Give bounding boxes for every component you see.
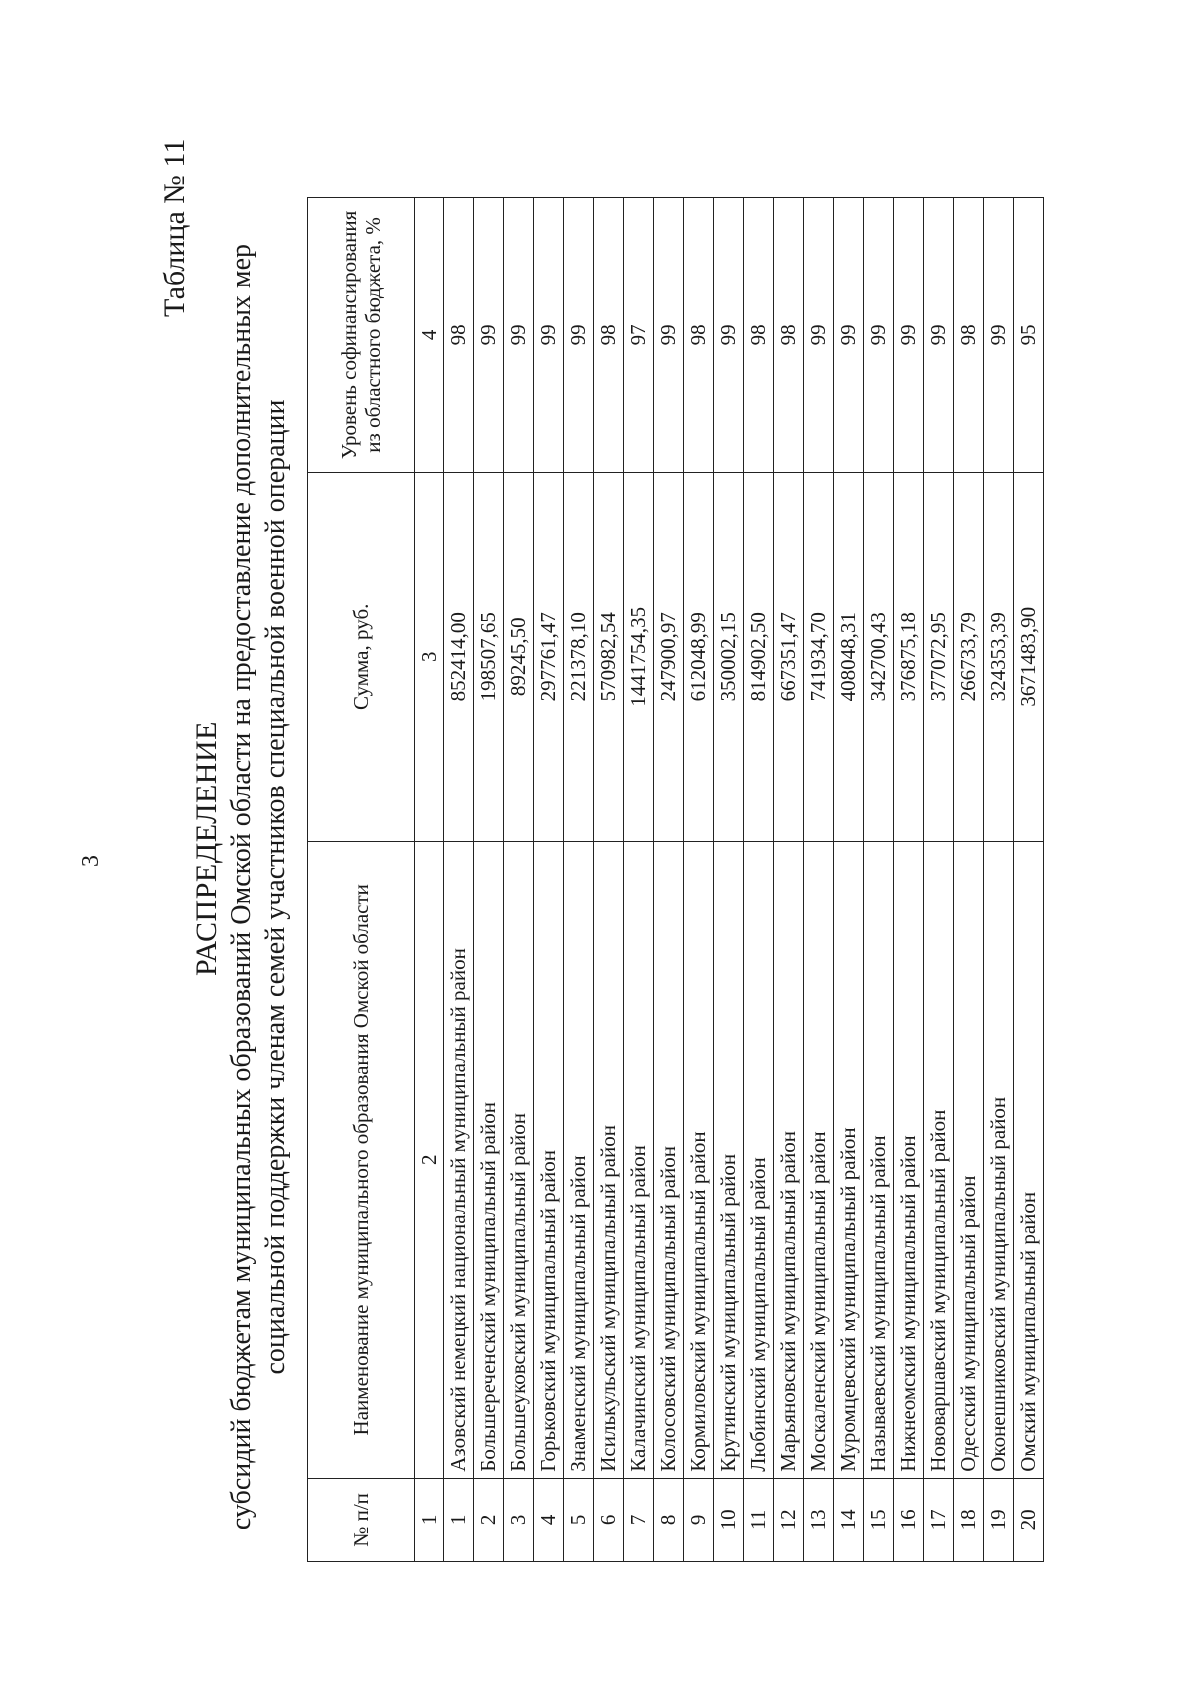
subtitle-line-2: социальной поддержки членам семей участников специальной военной операции — [260, 399, 291, 1375]
table-row — [894, 198, 924, 1562]
row-level: 98 — [774, 198, 804, 473]
row-name: Любинский муниципальный район — [744, 841, 774, 1478]
row-number: 13 — [804, 1478, 834, 1561]
row-sum: 852414,00 — [444, 472, 474, 841]
row-number: 19 — [984, 1478, 1014, 1561]
row-level: 99 — [984, 198, 1014, 473]
row-level: 99 — [864, 198, 894, 473]
row-sum: 408048,31 — [834, 472, 864, 841]
row-name: Большереченский муниципальный район — [474, 841, 504, 1478]
row-sum: 3671483,90 — [1014, 472, 1044, 841]
row-level: 99 — [834, 198, 864, 473]
table-row — [594, 198, 624, 1562]
row-name: Оконешниковский муниципальный район — [984, 841, 1014, 1478]
row-name: Исилькульский муниципальный район — [594, 841, 624, 1478]
table-row — [564, 198, 594, 1562]
row-name: Муромцевский муниципальный район — [834, 841, 864, 1478]
row-level: 97 — [624, 198, 654, 473]
column-number: 4 — [415, 198, 444, 473]
row-level: 99 — [564, 198, 594, 473]
row-number: 15 — [864, 1478, 894, 1561]
row-level: 99 — [924, 198, 954, 473]
row-name: Нововаршавский муниципальный район — [924, 841, 954, 1478]
row-level: 99 — [504, 198, 534, 473]
row-number: 12 — [774, 1478, 804, 1561]
row-name: Москаленский муниципальный район — [804, 841, 834, 1478]
row-name: Кормиловский муниципальный район — [684, 841, 714, 1478]
row-sum: 612048,99 — [684, 472, 714, 841]
row-name: Знаменский муниципальный район — [564, 841, 594, 1478]
row-sum: 89245,50 — [504, 472, 534, 841]
table-row — [924, 198, 954, 1562]
row-sum: 342700,43 — [864, 472, 894, 841]
table-row — [624, 198, 654, 1562]
row-number: 18 — [954, 1478, 984, 1561]
row-level: 95 — [1014, 198, 1044, 473]
table-row — [504, 198, 534, 1562]
table-row — [534, 198, 564, 1562]
row-sum: 377072,95 — [924, 472, 954, 841]
row-number: 10 — [714, 1478, 744, 1561]
row-sum: 266733,79 — [954, 472, 984, 841]
row-number: 9 — [684, 1478, 714, 1561]
row-number: 2 — [474, 1478, 504, 1561]
column-number: 1 — [415, 1478, 444, 1561]
document-title: РАСПРЕДЕЛЕНИЕ — [190, 721, 223, 976]
table-row — [774, 198, 804, 1562]
row-level: 98 — [444, 198, 474, 473]
distribution-table — [307, 197, 1044, 1562]
page-number: 3 — [78, 855, 104, 867]
row-level: 99 — [894, 198, 924, 473]
table-row — [744, 198, 774, 1562]
row-level: 99 — [804, 198, 834, 473]
column-number-row — [415, 198, 444, 1562]
row-level: 98 — [744, 198, 774, 473]
row-level: 98 — [684, 198, 714, 473]
header-sum: Сумма, руб. — [308, 472, 415, 841]
row-name: Крутинский муниципальный район — [714, 841, 744, 1478]
header-no: № п/п — [308, 1478, 415, 1561]
row-sum: 667351,47 — [774, 472, 804, 841]
row-level: 99 — [714, 198, 744, 473]
row-level: 99 — [474, 198, 504, 473]
row-name: Калачинский муниципальный район — [624, 841, 654, 1478]
row-name: Марьяновский муниципальный район — [774, 841, 804, 1478]
row-sum: 376875,18 — [894, 472, 924, 841]
row-number: 20 — [1014, 1478, 1044, 1561]
row-level: 99 — [534, 198, 564, 473]
table-row — [1014, 198, 1044, 1562]
row-number: 16 — [894, 1478, 924, 1561]
row-number: 3 — [504, 1478, 534, 1561]
table-row — [864, 198, 894, 1562]
row-level: 99 — [654, 198, 684, 473]
row-sum: 198507,65 — [474, 472, 504, 841]
row-number: 17 — [924, 1478, 954, 1561]
row-number: 8 — [654, 1478, 684, 1561]
row-number: 1 — [444, 1478, 474, 1561]
table-row — [684, 198, 714, 1562]
table-row — [954, 198, 984, 1562]
row-name: Называевский муниципальный район — [864, 841, 894, 1478]
row-number: 11 — [744, 1478, 774, 1561]
row-sum: 324353,39 — [984, 472, 1014, 841]
row-sum: 1441754,35 — [624, 472, 654, 841]
table-header-row — [308, 198, 415, 1562]
table-row — [654, 198, 684, 1562]
distribution-table-wrapper — [307, 197, 1044, 1562]
row-sum: 247900,97 — [654, 472, 684, 841]
row-sum: 814902,50 — [744, 472, 774, 841]
header-name: Наименование муниципального образования Омской области — [308, 841, 415, 1478]
row-sum: 297761,47 — [534, 472, 564, 841]
row-sum: 221378,10 — [564, 472, 594, 841]
row-number: 5 — [564, 1478, 594, 1561]
document-subtitle — [225, 137, 293, 1637]
table-row — [834, 198, 864, 1562]
row-name: Горьковский муниципальный район — [534, 841, 564, 1478]
row-sum: 570982,54 — [594, 472, 624, 841]
table-row — [984, 198, 1014, 1562]
row-name: Колосовский муниципальный район — [654, 841, 684, 1478]
table-row — [444, 198, 474, 1562]
table-label: Таблица № 11 — [158, 138, 191, 317]
row-level: 98 — [954, 198, 984, 473]
row-sum: 741934,70 — [804, 472, 834, 841]
table-body — [415, 198, 1044, 1562]
table-row — [804, 198, 834, 1562]
row-number: 14 — [834, 1478, 864, 1561]
column-number: 2 — [415, 841, 444, 1478]
column-number: 3 — [415, 472, 444, 841]
row-number: 7 — [624, 1478, 654, 1561]
table-row — [714, 198, 744, 1562]
row-name: Одесский муниципальный район — [954, 841, 984, 1478]
row-name: Нижнеомский муниципальный район — [894, 841, 924, 1478]
table-row — [474, 198, 504, 1562]
row-level: 98 — [594, 198, 624, 473]
row-number: 6 — [594, 1478, 624, 1561]
row-sum: 350002,15 — [714, 472, 744, 841]
row-number: 4 — [534, 1478, 564, 1561]
row-name: Большеуковский муниципальный район — [504, 841, 534, 1478]
row-name: Омский муниципальный район — [1014, 841, 1044, 1478]
row-name: Азовский немецкий национальный муниципальный район — [444, 841, 474, 1478]
subtitle-line-1: субсидий бюджетам муниципальных образований Омской области на предоставление дополнительных мер — [226, 243, 257, 1531]
header-level: Уровень софинансирования из областного бюджета, % — [308, 198, 415, 473]
